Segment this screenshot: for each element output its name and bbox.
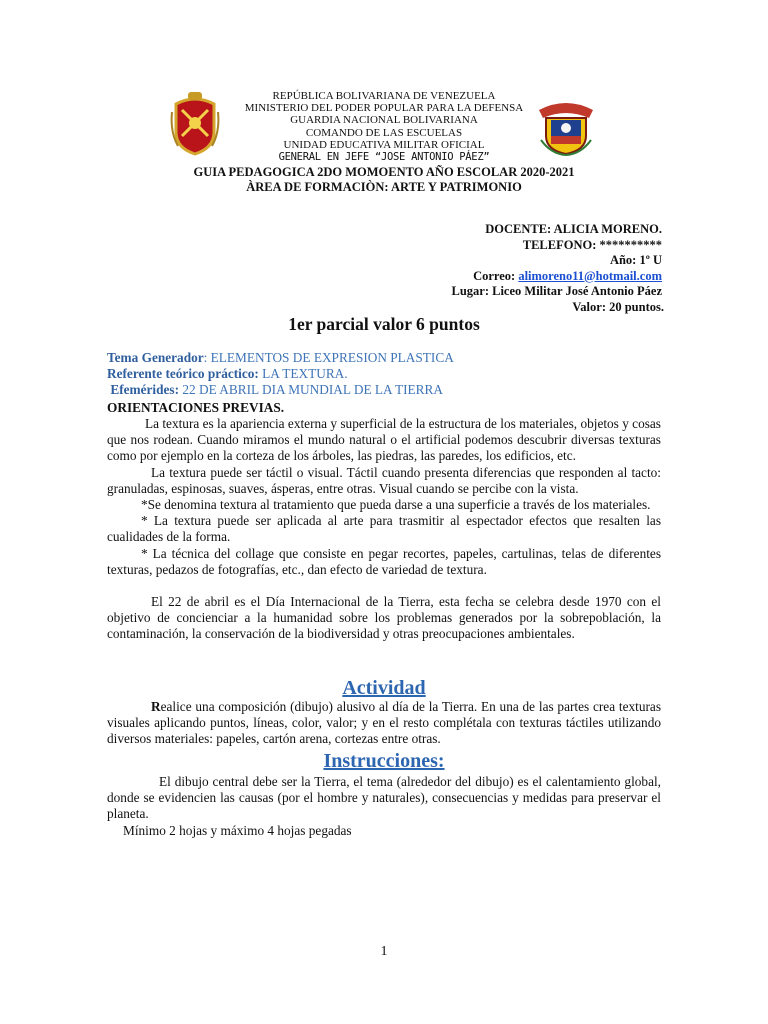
telefono: TELEFONO: ********** (522, 237, 662, 252)
referente-label: Referente teórico práctico: (107, 366, 259, 382)
page-number: 1 (380, 944, 388, 959)
actividad-title: Actividad (342, 677, 426, 699)
institution-line: MINISTERIO DEL PODER POPULAR PARA LA DEFENSA (244, 102, 524, 115)
institution-line: REPÚBLICA BOLIVARIANA DE VENEZUELA (272, 90, 496, 102)
docente: DOCENTE: ALICIA MORENO. (485, 222, 662, 236)
correo (451, 269, 662, 285)
institution-line: COMANDO DE LAS ESCUELAS (305, 126, 463, 139)
institution-line: GUARDIA NACIONAL BOLIVARIANA (290, 114, 478, 127)
instrucciones-note: Mínimo 2 hojas y máximo 4 hojas pegadas (123, 822, 352, 838)
anio: Año: 1º U (609, 253, 662, 267)
paragraph: *Se denomina textura al tratamiento que pueda darse a una superficie a través de los materiales. (141, 497, 651, 513)
guide-title: GUIA PEDAGOGICA 2DO MOMOENTO AÑO ESCOLAR 2020-2021 (193, 165, 575, 179)
instrucciones-title: Instrucciones: (323, 750, 445, 772)
institution-line: UNIDAD EDUCATIVA MILITAR OFICIAL (283, 138, 485, 151)
correo-label: Correo: (473, 268, 519, 283)
referente-value: LA TEXTURA. (258, 366, 348, 382)
valor: Valor: 20 puntos. (572, 299, 664, 314)
lugar: Lugar: Liceo Militar José Antonio Páez (451, 284, 662, 298)
actividad-body: ealice una composición (dibujo) alusivo al día de la Tierra. En una de las partes crea texturas visuales aplicando puntos, líneas, color, valor; y en el resto complétala con texturas táctiles utilizando diversos materiales: papeles, cartón arena, cortezas entre otras. (107, 699, 661, 747)
efemerides-label: Efemérides: (110, 382, 180, 398)
paragraph: El 22 de abril es el Día Internacional de la Tierra, esta fecha se celebra desde 1970 con el objetivo de concienciar a la humanidad sobre los problemas generados por la sobrepoblación, la contaminación, la conservación de la biodiversidad y otras preocupaciones ambientales. (107, 594, 661, 642)
drop-letter: R (151, 699, 161, 714)
orientaciones-title: ORIENTACIONES PREVIAS. (107, 400, 285, 415)
teacher-info (451, 222, 662, 315)
paragraph-block (107, 416, 661, 643)
instrucciones-text: El dibujo central debe ser la Tierra, el tema (alrededor del dibujo) es el calentamiento global, donde se evidencien las causas (por el hombre y naturales), consecuencias y medidas para preservar el planeta. (107, 774, 661, 822)
efemerides-value: 22 DE ABRIL DIA MUNDIAL DE LA TIERRA (179, 382, 443, 398)
paragraph: * La textura puede ser aplicada al arte para trasmitir al espectador efectos que resalten las cualidades de la forma. (107, 513, 661, 545)
area-title: ÀREA DE FORMACIÒN: ARTE Y PATRIMONIO (246, 180, 522, 194)
institution-header (0, 90, 768, 163)
paragraph: La textura es la apariencia externa y superficial de la estructura de los materiales, objetos y cosas que nos rodean. Cuando miramos el mundo natural o el artificial podemos descubrir diversas texturas como por ejemplo en la corteza de los árboles, las piedras, las paredes, los edificios, etc. (107, 416, 661, 464)
partial-title: 1er parcial valor 6 puntos (288, 314, 480, 334)
email-link[interactable]: alimoreno11@hotmail.com (518, 268, 662, 283)
school-name: GENERAL EN JEFE “JOSE ANTONIO PÁEZ” (278, 151, 490, 164)
generador-label: Tema Generador (107, 350, 204, 365)
actividad-text (107, 699, 661, 748)
generador-value: : ELEMENTOS DE EXPRESION PLASTICA (203, 350, 454, 365)
instrucciones-block (107, 774, 661, 839)
topics (107, 350, 661, 399)
paragraph: * La técnica del collage que consiste en pegar recortes, papeles, cartulinas, telas de diferentes texturas, pedazos de fotografías, etc., dan efecto de variedad de textura. (107, 545, 661, 577)
guide-heading (0, 165, 768, 195)
paragraph: La textura puede ser táctil o visual. Táctil cuando presenta diferencias que responden al tacto: granuladas, espinosas, suaves, ásperas, entre otras. Visual cuando se percibe con la vista. (107, 464, 661, 496)
